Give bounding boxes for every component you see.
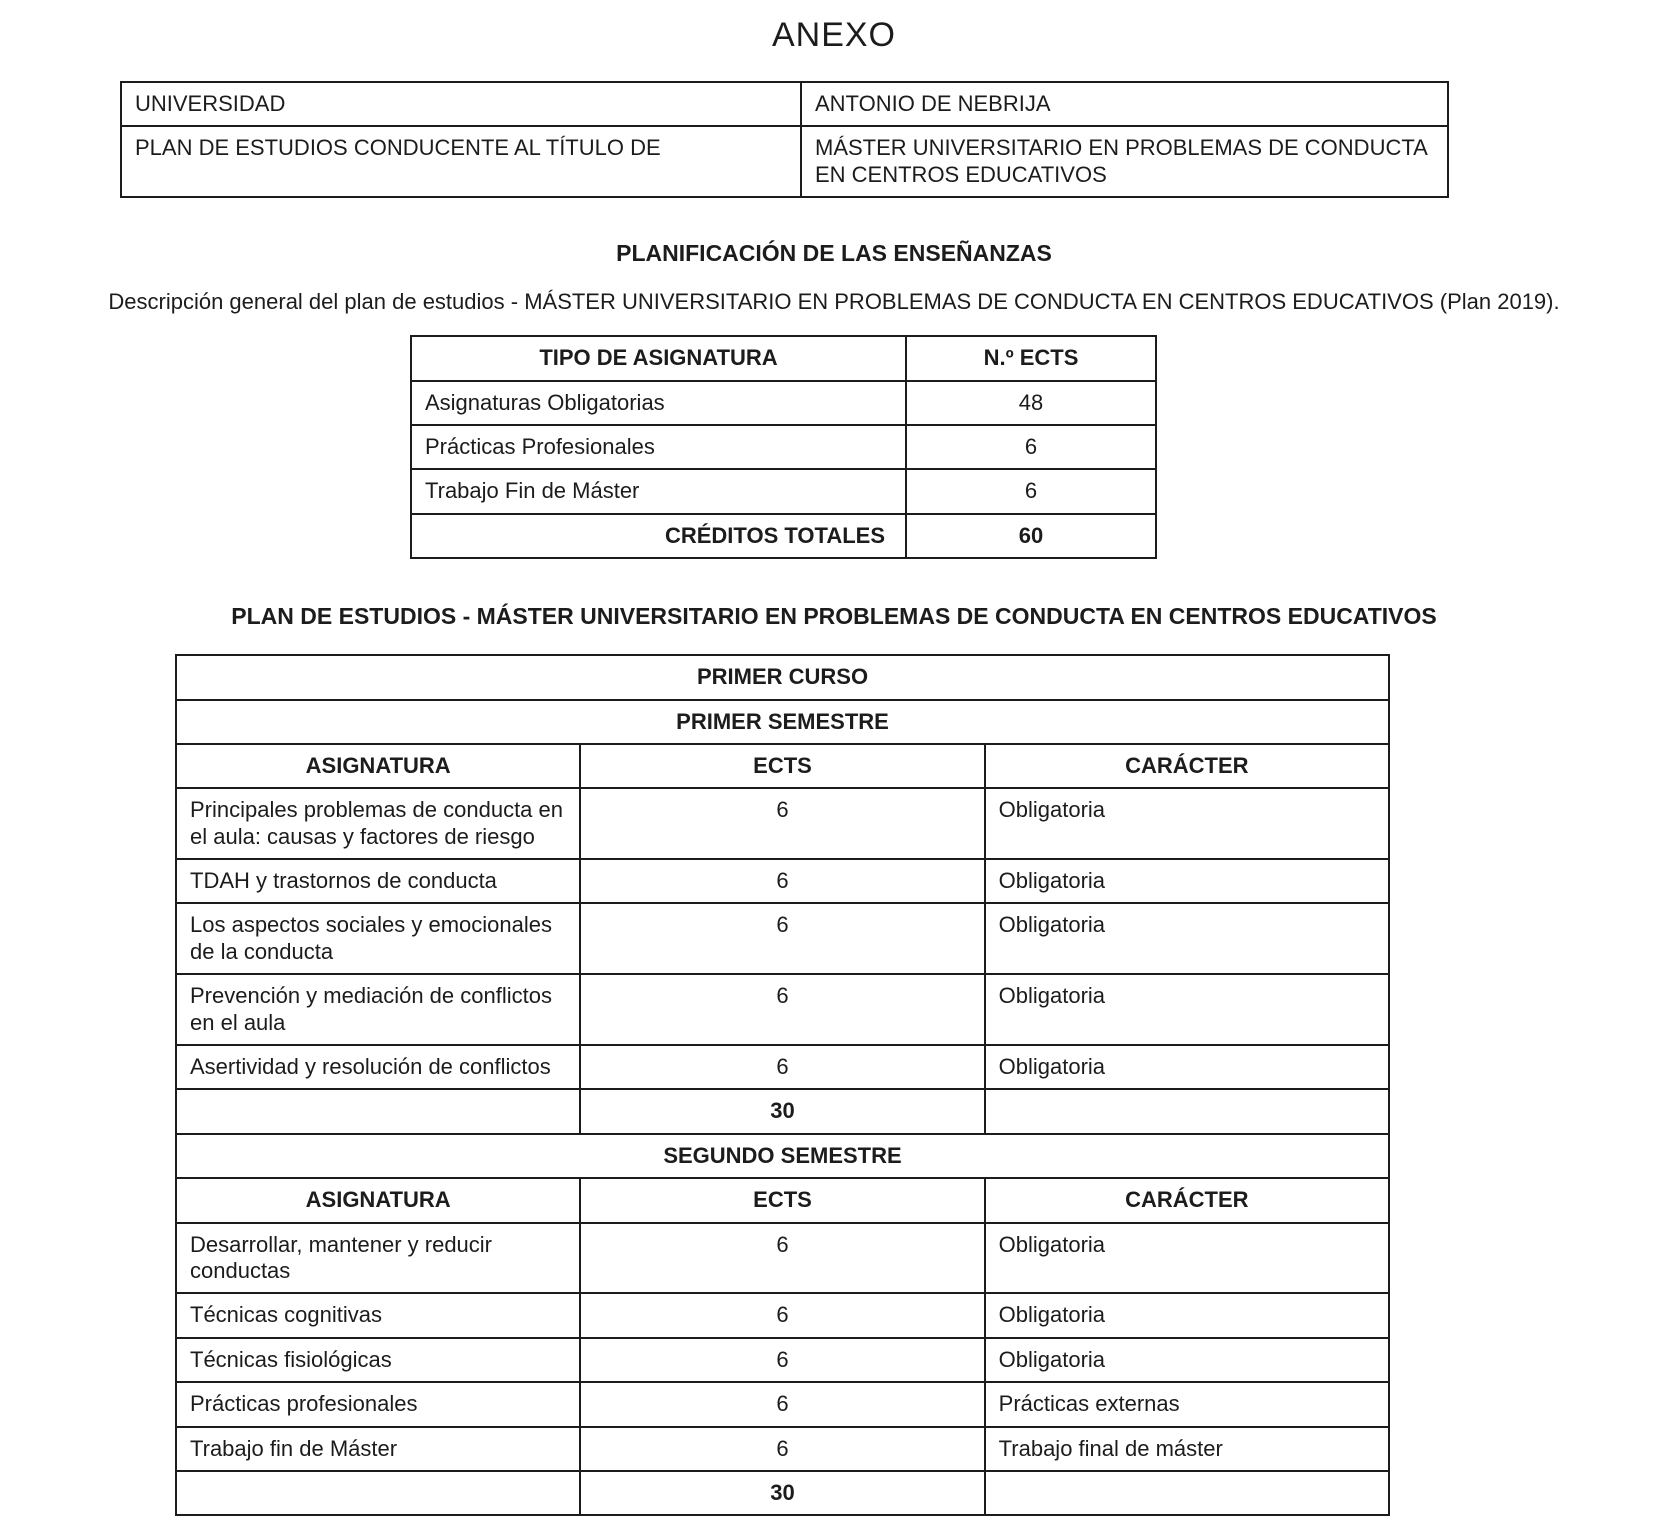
header-asignatura: ASIGNATURA [176, 744, 580, 788]
table-row [176, 1338, 1389, 1382]
university-value: ANTONIO DE NEBRIJA [801, 82, 1448, 126]
caracter-cell: Obligatoria [985, 1293, 1389, 1337]
asignatura-cell: Trabajo fin de Máster [176, 1427, 580, 1471]
asignatura-cell: Técnicas cognitivas [176, 1293, 580, 1337]
total-credits-value: 60 [906, 514, 1156, 558]
tipo-cell: Trabajo Fin de Máster [411, 469, 906, 513]
table-row [176, 859, 1389, 903]
table-row [176, 903, 1389, 974]
header-caracter: CARÁCTER [985, 1178, 1389, 1222]
header-ects: ECTS [580, 744, 984, 788]
table-header-row [411, 336, 1156, 380]
tipo-cell: Asignaturas Obligatorias [411, 381, 906, 425]
plan-de-estudios-heading: PLAN DE ESTUDIOS - MÁSTER UNIVERSITARIO EN PROBLEMAS DE CONDUCTA EN CENTROS EDUCATIVOS [231, 603, 1437, 630]
university-label: UNIVERSIDAD [121, 82, 801, 126]
page-title: ANEXO [771, 16, 897, 54]
caracter-cell: Obligatoria [985, 1223, 1389, 1294]
semester-title-row [176, 1134, 1389, 1178]
table-row [411, 381, 1156, 425]
semester-2-title: SEGUNDO SEMESTRE [176, 1134, 1389, 1178]
plan-title-value: MÁSTER UNIVERSITARIO EN PROBLEMAS DE CONDUCTA EN CENTROS EDUCATIVOS [801, 126, 1448, 197]
caracter-cell: Prácticas externas [985, 1382, 1389, 1426]
ects-cell: 6 [580, 1045, 984, 1089]
table-row [121, 126, 1448, 197]
ects-cell: 6 [906, 425, 1156, 469]
caracter-cell: Obligatoria [985, 1045, 1389, 1089]
semester-total-row [176, 1089, 1389, 1133]
caracter-cell: Obligatoria [985, 1338, 1389, 1382]
asignatura-cell: TDAH y trastornos de conducta [176, 859, 580, 903]
caracter-cell: Obligatoria [985, 903, 1389, 974]
plan-title-label: PLAN DE ESTUDIOS CONDUCENTE AL TÍTULO DE [121, 126, 801, 197]
header-caracter: CARÁCTER [985, 744, 1389, 788]
ects-cell: 48 [906, 381, 1156, 425]
table-row [121, 82, 1448, 126]
ects-cell: 6 [906, 469, 1156, 513]
planning-heading: PLANIFICACIÓN DE LAS ENSEÑANZAS [616, 240, 1052, 267]
ects-cell: 6 [580, 859, 984, 903]
ects-cell: 6 [580, 788, 984, 859]
table-total-row [411, 514, 1156, 558]
asignatura-cell: Prevención y mediación de conflictos en el aula [176, 974, 580, 1045]
asignatura-cell: Asertividad y resolución de conflictos [176, 1045, 580, 1089]
ects-cell: 6 [580, 1338, 984, 1382]
caracter-cell: Obligatoria [985, 974, 1389, 1045]
semester-total-row [176, 1471, 1389, 1515]
table-row [176, 1427, 1389, 1471]
semester-1-title: PRIMER SEMESTRE [176, 700, 1389, 744]
course-title-row [176, 655, 1389, 699]
university-table [120, 81, 1449, 198]
ects-cell: 6 [580, 1293, 984, 1337]
semester-2-total: 30 [580, 1471, 984, 1515]
table-row [176, 974, 1389, 1045]
table-row [176, 1293, 1389, 1337]
table-header-row [176, 744, 1389, 788]
header-ects: ECTS [580, 1178, 984, 1222]
empty-cell [985, 1471, 1389, 1515]
table-row [411, 425, 1156, 469]
tipo-cell: Prácticas Profesionales [411, 425, 906, 469]
ects-cell: 6 [580, 974, 984, 1045]
ects-cell: 6 [580, 903, 984, 974]
asignatura-cell: Principales problemas de conducta en el aula: causas y factores de riesgo [176, 788, 580, 859]
asignatura-cell: Prácticas profesionales [176, 1382, 580, 1426]
empty-cell [176, 1471, 580, 1515]
total-credits-label: CRÉDITOS TOTALES [411, 514, 906, 558]
table-row [176, 1045, 1389, 1089]
caracter-cell: Trabajo final de máster [985, 1427, 1389, 1471]
empty-cell [176, 1089, 580, 1133]
table-header-row [176, 1178, 1389, 1222]
ects-cell: 6 [580, 1427, 984, 1471]
caracter-cell: Obligatoria [985, 859, 1389, 903]
course-title: PRIMER CURSO [176, 655, 1389, 699]
semester-title-row [176, 700, 1389, 744]
table-row [176, 1382, 1389, 1426]
ects-summary-table [410, 335, 1157, 559]
plan-description: Descripción general del plan de estudios - MÁSTER UNIVERSITARIO EN PROBLEMAS DE CONDUCTA EN CENTROS EDUCATIVOS (Plan 2019). [108, 289, 1560, 315]
header-tipo-asignatura: TIPO DE ASIGNATURA [411, 336, 906, 380]
asignatura-cell: Los aspectos sociales y emocionales de la conducta [176, 903, 580, 974]
table-row [176, 788, 1389, 859]
curriculum-table [175, 654, 1390, 1516]
ects-cell: 6 [580, 1382, 984, 1426]
table-row [411, 469, 1156, 513]
header-num-ects: N.º ECTS [906, 336, 1156, 380]
empty-cell [985, 1089, 1389, 1133]
table-row [176, 1223, 1389, 1294]
header-asignatura: ASIGNATURA [176, 1178, 580, 1222]
asignatura-cell: Técnicas fisiológicas [176, 1338, 580, 1382]
asignatura-cell: Desarrollar, mantener y reducir conductas [176, 1223, 580, 1294]
ects-cell: 6 [580, 1223, 984, 1294]
semester-1-total: 30 [580, 1089, 984, 1133]
caracter-cell: Obligatoria [985, 788, 1389, 859]
